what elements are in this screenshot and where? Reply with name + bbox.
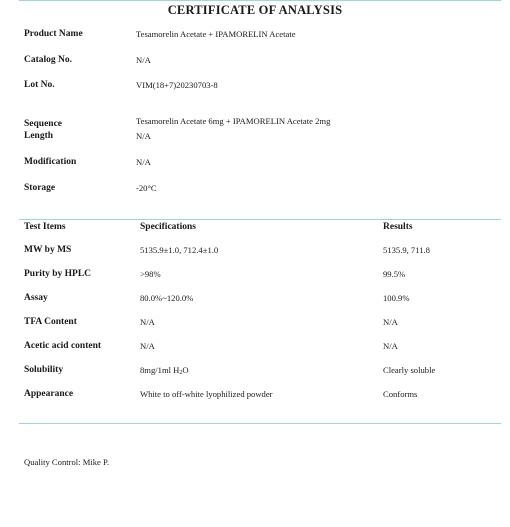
test-item: Purity by HPLC (24, 269, 92, 279)
test-item: Appearance (24, 389, 74, 399)
storage-label: Storage (24, 183, 56, 193)
sequence-value: Tesamorelin Acetate 6mg + IPAMORELIN Acetate 2mg (136, 116, 331, 126)
quality-control-signoff: Quality Control: Mike P. (24, 457, 109, 467)
top-divider (19, 0, 501, 1)
subscript: 2 (179, 370, 183, 376)
test-item: MW by MS (24, 245, 72, 255)
modification-label: Modification (24, 157, 77, 167)
test-result: Clearly soluble (383, 365, 436, 375)
test-result: Conforms (383, 389, 418, 399)
test-result: N/A (383, 317, 398, 327)
test-result: 100.9% (383, 293, 410, 303)
test-spec: White to off-white lyophilized powder (140, 389, 273, 399)
lot-no-label: Lot No. (24, 80, 55, 90)
test-spec: >98% (140, 269, 161, 279)
bottom-divider (19, 423, 501, 424)
lot-no-value: VIM(18+7)20230703-8 (136, 80, 218, 90)
test-spec: 80.0%~120.0% (140, 293, 194, 303)
test-result: N/A (383, 341, 398, 351)
test-item: TFA Content (24, 317, 77, 327)
test-spec (140, 365, 189, 376)
test-spec: N/A (140, 317, 155, 327)
catalog-no-label: Catalog No. (24, 55, 73, 65)
test-item: Acetic acid content (24, 341, 102, 351)
test-result: 99.5% (383, 269, 406, 279)
test-item: Assay (24, 293, 48, 303)
modification-value: N/A (136, 157, 151, 167)
spec-text-suffix: O (182, 365, 189, 375)
catalog-no-value: N/A (136, 55, 151, 65)
header-specifications: Specifications (140, 222, 196, 232)
storage-value: -20°C (136, 183, 157, 193)
test-spec: N/A (140, 341, 155, 351)
document-title: CERTIFICATE OF ANALYSIS (167, 3, 343, 17)
sequence-label: Sequence (24, 119, 62, 129)
length-label: Length (24, 131, 54, 141)
test-spec: 5135.9±1.0, 712.4±1.0 (140, 245, 219, 255)
product-name-value: Tesamorelin Acetate + IPAMORELIN Acetate (136, 29, 296, 39)
header-results: Results (383, 222, 413, 232)
spec-text: 8mg/1ml H (140, 365, 180, 375)
header-test-items: Test Items (24, 222, 66, 232)
product-name-label: Product Name (24, 29, 83, 39)
section-divider (19, 219, 501, 220)
test-item: Solubility (24, 365, 64, 375)
length-value: N/A (136, 131, 151, 141)
test-result: 5135.9, 711.8 (383, 245, 430, 255)
